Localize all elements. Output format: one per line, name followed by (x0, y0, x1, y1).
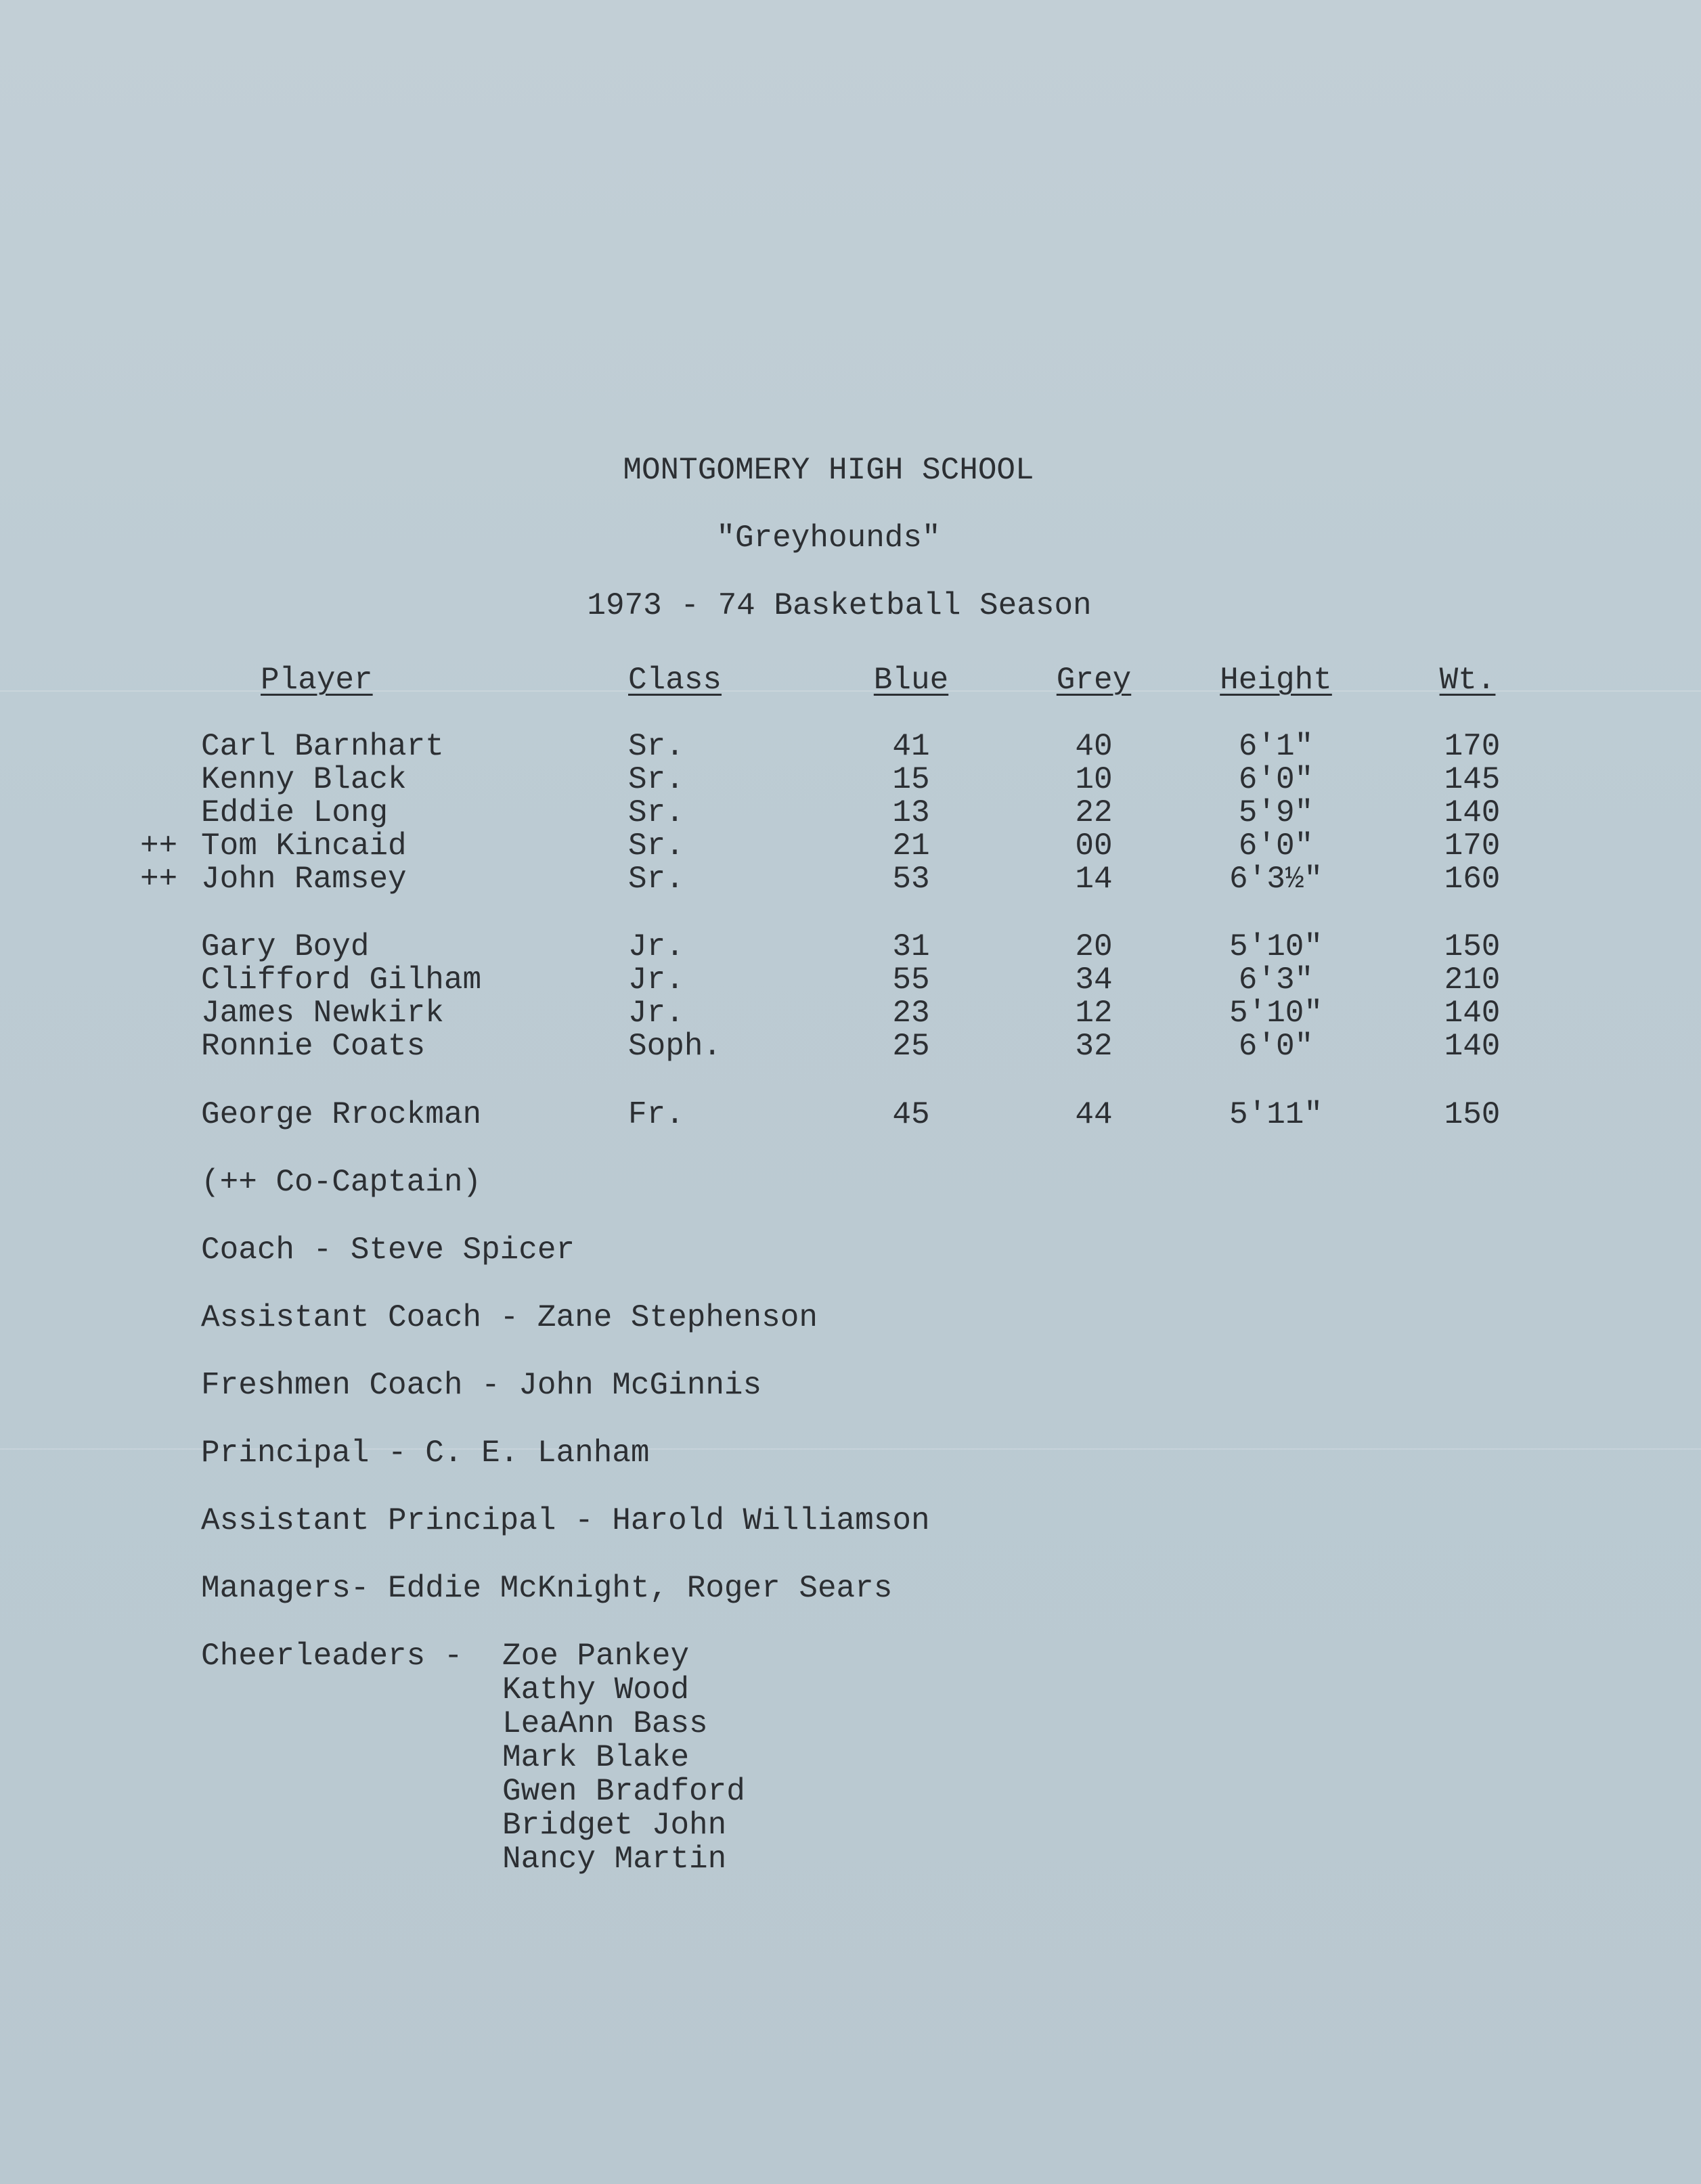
cheerleaders-list (502, 1639, 745, 1876)
table-row (0, 796, 1701, 830)
co-captain-mark: ++ (140, 828, 178, 864)
player-class: Sr. (628, 862, 684, 897)
player-name: Ronnie Coats (201, 1029, 426, 1064)
list-item: Bridget John (502, 1808, 727, 1843)
table-row (0, 963, 1701, 997)
table-row (0, 763, 1701, 797)
player-blue: 23 (892, 996, 930, 1031)
player-weight: 140 (1444, 795, 1501, 830)
player-height: 6'0" (1238, 828, 1314, 864)
player-name: Clifford Gilham (201, 962, 482, 998)
freshmen-coach-line: Freshmen Coach - John McGinnis (201, 1368, 762, 1403)
player-name: Carl Barnhart (201, 729, 444, 764)
player-class: Jr. (628, 996, 684, 1031)
player-grey: 12 (1075, 996, 1113, 1031)
player-grey: 00 (1075, 828, 1113, 864)
player-grey: 10 (1075, 762, 1113, 797)
table-row (0, 730, 1701, 763)
player-blue: 31 (892, 929, 930, 964)
player-name: Gary Boyd (201, 929, 370, 964)
player-height: 6'0" (1238, 1029, 1314, 1064)
table-row (0, 862, 1701, 896)
col-header-blue: Blue (873, 663, 949, 698)
table-row (0, 996, 1701, 1030)
player-grey: 34 (1075, 962, 1113, 998)
player-height: 6'3½" (1229, 862, 1323, 897)
school-title: MONTGOMERY HIGH SCHOOL (623, 453, 1034, 488)
player-weight: 140 (1444, 996, 1501, 1031)
player-weight: 210 (1444, 962, 1501, 998)
player-grey: 40 (1075, 729, 1113, 764)
col-header-player: Player (261, 663, 373, 698)
principal-line: Principal - C. E. Lanham (201, 1435, 650, 1471)
list-item: Zoe Pankey (502, 1639, 690, 1674)
player-weight: 150 (1444, 1097, 1501, 1132)
player-blue: 45 (892, 1097, 930, 1132)
player-grey: 22 (1075, 795, 1113, 830)
player-class: Fr. (628, 1097, 684, 1132)
player-grey: 20 (1075, 929, 1113, 964)
player-class: Sr. (628, 828, 684, 864)
player-weight: 145 (1444, 762, 1501, 797)
player-class: Sr. (628, 729, 684, 764)
player-grey: 14 (1075, 862, 1113, 897)
player-name: Tom Kincaid (201, 828, 407, 864)
player-name: George Rrockman (201, 1097, 482, 1132)
table-row (0, 1098, 1701, 1132)
player-grey: 44 (1075, 1097, 1113, 1132)
player-class: Jr. (628, 962, 684, 998)
table-row (0, 829, 1701, 863)
col-header-grey: Grey (1056, 663, 1132, 698)
player-class: Jr. (628, 929, 684, 964)
player-height: 5'10" (1229, 929, 1323, 964)
co-captain-mark: ++ (140, 862, 178, 897)
season-title: 1973 - 74 Basketball Season (587, 588, 1092, 623)
player-weight: 160 (1444, 862, 1501, 897)
player-blue: 21 (892, 828, 930, 864)
player-weight: 170 (1444, 828, 1501, 864)
player-name: Kenny Black (201, 762, 407, 797)
player-weight: 150 (1444, 929, 1501, 964)
list-item: Mark Blake (502, 1740, 690, 1775)
player-height: 6'3" (1238, 962, 1314, 998)
player-name: John Ramsey (201, 862, 407, 897)
player-height: 5'9" (1238, 795, 1314, 830)
list-item: Nancy Martin (502, 1842, 727, 1877)
player-blue: 41 (892, 729, 930, 764)
co-captain-note: (++ Co-Captain) (201, 1165, 482, 1200)
col-header-class: Class (628, 663, 722, 698)
player-class: Sr. (628, 762, 684, 797)
player-class: Soph. (628, 1029, 722, 1064)
col-header-wt: Wt. (1439, 663, 1496, 698)
player-height: 6'0" (1238, 762, 1314, 797)
assistant-coach-line: Assistant Coach - Zane Stephenson (201, 1300, 818, 1335)
player-blue: 13 (892, 795, 930, 830)
player-blue: 55 (892, 962, 930, 998)
managers-line: Managers- Eddie McKnight, Roger Sears (201, 1571, 893, 1606)
player-height: 5'10" (1229, 996, 1323, 1031)
list-item: LeaAnn Bass (502, 1706, 708, 1741)
list-item: Kathy Wood (502, 1672, 690, 1708)
assistant-principal-line: Assistant Principal - Harold Williamson (201, 1503, 930, 1538)
player-name: Eddie Long (201, 795, 389, 830)
coach-line: Coach - Steve Spicer (201, 1232, 575, 1268)
player-name: James Newkirk (201, 996, 444, 1031)
table-row (0, 1029, 1701, 1063)
team-nickname: "Greyhounds" (716, 520, 941, 556)
player-weight: 170 (1444, 729, 1501, 764)
player-grey: 32 (1075, 1029, 1113, 1064)
list-item: Gwen Bradford (502, 1774, 745, 1809)
col-header-height: Height (1220, 663, 1332, 698)
player-height: 6'1" (1238, 729, 1314, 764)
player-class: Sr. (628, 795, 684, 830)
player-height: 5'11" (1229, 1097, 1323, 1132)
player-blue: 53 (892, 862, 930, 897)
player-blue: 15 (892, 762, 930, 797)
player-blue: 25 (892, 1029, 930, 1064)
table-row (0, 930, 1701, 964)
player-weight: 140 (1444, 1029, 1501, 1064)
cheerleaders-label: Cheerleaders - (201, 1639, 463, 1674)
